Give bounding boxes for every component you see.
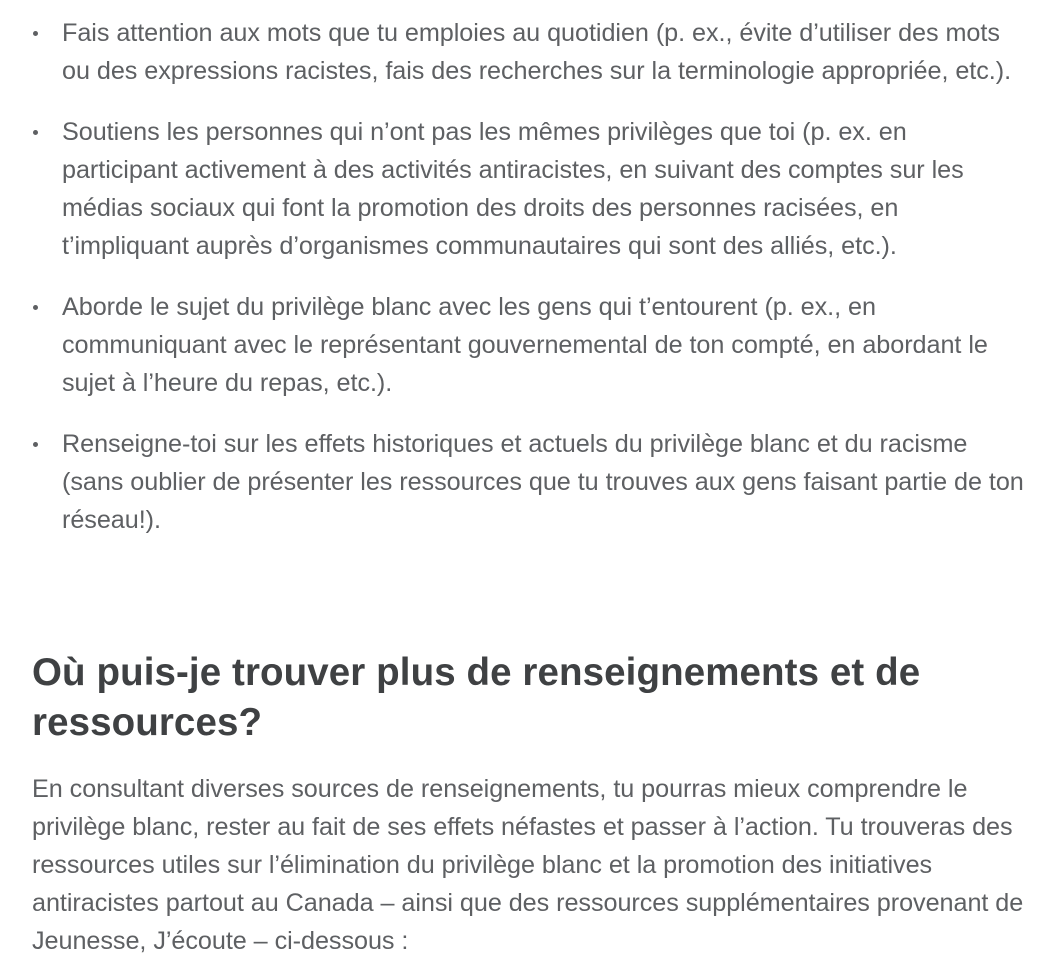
tips-list xyxy=(0,14,1040,562)
bullet-icon xyxy=(33,305,38,310)
list-item xyxy=(0,425,1040,539)
bullet-icon xyxy=(33,31,38,36)
list-item-text: Soutiens les personnes qui n’ont pas les mêmes privilèges que toi (p. ex. en participant activement à des activités antiracistes, en suivant des comptes sur les médias sociaux qui font la promotion des droits des personnes racisées, en t’impliquant auprès d’organismes communautaires qui sont des alliés, etc.). xyxy=(62,118,964,260)
list-item xyxy=(0,288,1040,402)
section-heading: Où puis-je trouver plus de renseignements et de ressources? xyxy=(32,651,921,744)
bullet-icon xyxy=(33,442,38,447)
list-item xyxy=(0,14,1040,90)
list-item xyxy=(0,113,1040,265)
bullet-icon xyxy=(33,130,38,135)
list-item-text: Renseigne-toi sur les effets historiques et actuels du privilège blanc et du racisme (sans oublier de présenter les ressources que tu trouves aux gens faisant partie de ton réseau!). xyxy=(62,430,1024,534)
section-intro-paragraph: En consultant diverses sources de renseignements, tu pourras mieux comprendre le privilège blanc, rester au fait de ses effets néfastes et passer à l’action. Tu trouveras des ressources utiles sur l’élimination du privilège blanc et la promotion des initiatives antiracistes partout au Canada – ainsi que des ressources supplémentaires provenant de Jeunesse, J’écoute – ci-dessous : xyxy=(32,775,1024,955)
list-item-text: Aborde le sujet du privilège blanc avec les gens qui t’entourent (p. ex., en communiquant avec le représentant gouvernemental de ton compté, en abordant le sujet à l’heure du repas, etc.). xyxy=(62,293,988,397)
list-item-text: Fais attention aux mots que tu emploies au quotidien (p. ex., évite d’utiliser des mots ou des expressions racistes, fais des recherches sur la terminologie appropriée, etc.). xyxy=(62,19,1012,85)
